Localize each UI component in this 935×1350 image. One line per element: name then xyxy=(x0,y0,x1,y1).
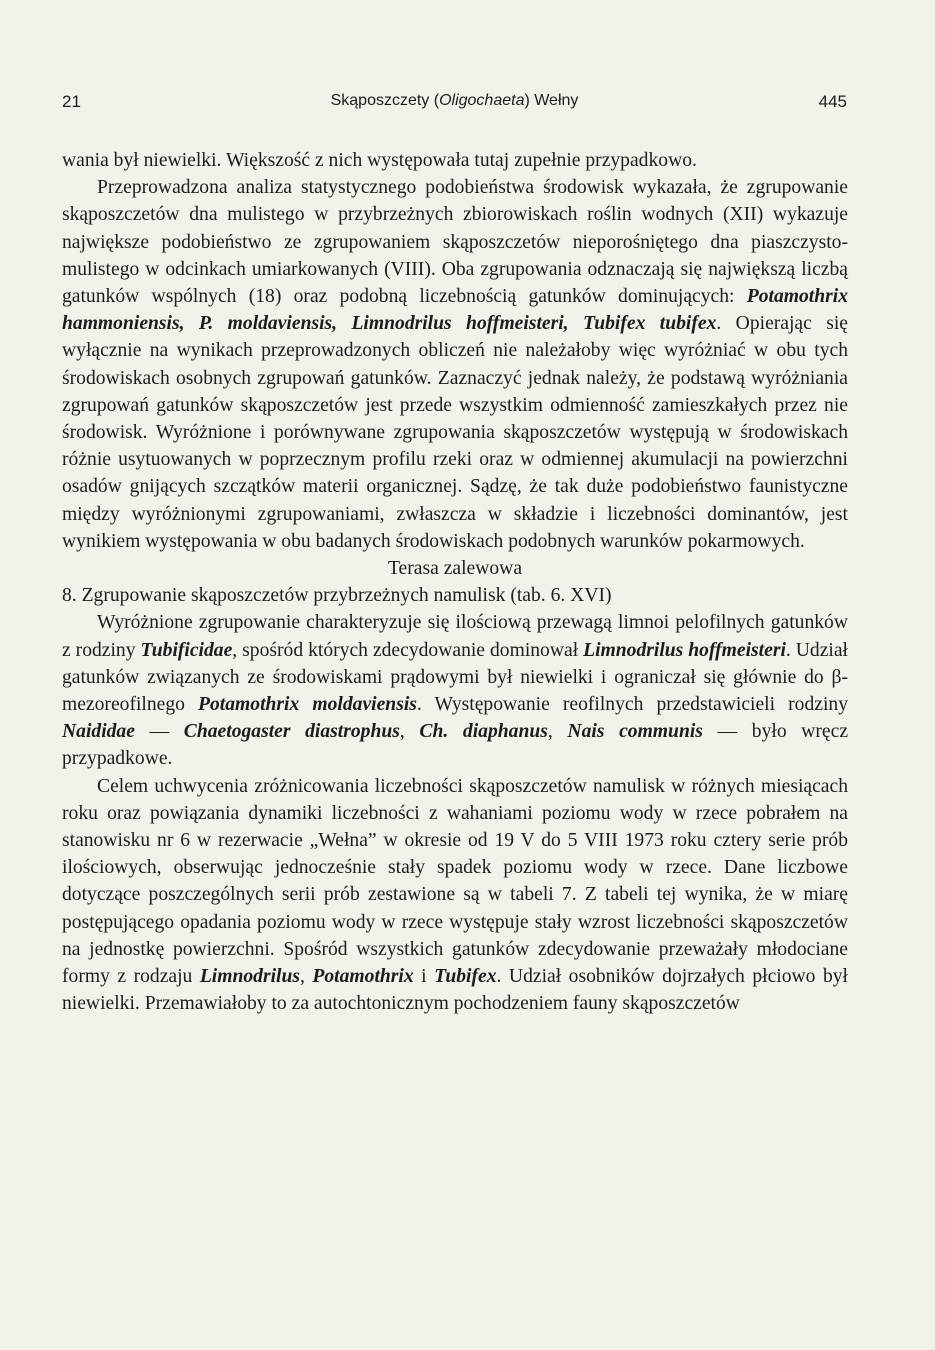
text-run: , xyxy=(399,721,420,743)
paragraph-continuation: wania był niewielki. Większość z nich występowała tutaj zupełnie przypadkowo. xyxy=(62,150,697,171)
running-title-prefix: Skąposzczety ( xyxy=(330,92,440,109)
section-title: Terasa zalewowa xyxy=(387,558,523,580)
body-text xyxy=(62,147,848,1018)
species-name: Nais communis xyxy=(567,721,703,743)
species-name: Potamothrix hammoniensis, P. moldaviensis, Limnodrilus hoffmeisteri, Tubifex tubifex xyxy=(62,286,848,335)
running-title xyxy=(62,92,847,110)
text-run: Celem uchwycenia zróżnicowania liczebności skąposzczetów namulisk w różnych miesiącach roku oraz powiązania dynamiki liczebności z wahaniami poziomu wody w rzece pobrałem na stanowisku nr 6 w rezerwacie „Wełna” w okresie od 19 V do 5 VIII 1973 roku cztery serie prób ilościowych, obserwując jednocześnie stały spadek poziomu wody w rzece. Dane liczbowe dotyczące poszczególnych serii prób zestawione są w tabeli 7. Z tabeli tej wynika, że w miarę postępującego opadania poziomu wody w rzece występuje stały wzrost liczebności skąposzczetów na jednostkę powierzchni. Spośród wszystkich gatunków zdecydowanie przeważały młodociane formy z rodzaju xyxy=(62,775,848,988)
text-run: — xyxy=(134,721,184,743)
text-run: . Występowanie reofilnych przedstawicieli rodziny xyxy=(416,694,848,716)
running-title-suffix: ) Wełny xyxy=(524,92,579,109)
text-run: . Udział osobników dojrzałych płciowo był niewielki. Przemawiałoby to za autochtonicznym pochodzeniem fauny skąposzczetów xyxy=(62,966,848,1015)
subsection-title: 8. Zgrupowanie skąposzczetów przybrzeżnych namulisk (tab. 6. XVI) xyxy=(62,585,612,607)
running-title-taxon: Oligochaeta xyxy=(439,92,525,109)
text-run: i xyxy=(413,966,435,988)
text-run: Wyróżnione zgrupowanie charakteryzuje się ilościową przewagą limnoi pelofilnych gatunków z rodziny xyxy=(62,612,848,661)
species-name: Potamothrix moldaviensis xyxy=(198,694,417,716)
chapter-number: 21 xyxy=(62,92,81,111)
genus-name: Potamothrix xyxy=(312,966,414,988)
species-name: Ch. diaphanus xyxy=(419,721,548,743)
text-run: Przeprowadzona analiza statystycznego podobieństwa środowisk wykazała, że zgrupowanie skąposzczetów dna mulistego w przybrzeżnych zbiorowiskach roślin wodnych (XII) wykazuje największe podobieństwo ze zgrupowaniem skąposzczetów nieporośniętego dna piaszczysto-mulistego w odcinkach umiarkowanych (VIII). Oba zgrupowania odznaczają się największą liczbą gatunków wspólnych (18) oraz podobną liczebnością gatunków dominujących: xyxy=(62,177,848,308)
species-name: Chaetogaster diastrophus xyxy=(183,721,400,743)
paragraph-similarity-analysis xyxy=(62,174,848,555)
text-run: . Opierając się wyłącznie na wynikach przeprowadzonych obliczeń nie należałoby więc wyróżniać w obu tych środowiskach osobnych zgrupowań gatunków. Zaznaczyć jednak należy, że podstawą wyróżniania zgrupowań gatunków skąposzczetów jest przede wszystkim odmienność zamieszkałych przez nie środowisk. Wyróżnione i porównywane zgrupowania skąposzczetów występują w środowiskach różnie usytuowanych w poprzecznym profilu rzeki oraz w odmiennej akumulacji na powierzchni osadów gnijących szczątków materii organicznej. Sądzę, że tak duże podobieństwo faunistyczne między wyróżnionymi zgrupowaniami, zwłaszcza w składzie i liczebności dominantów, jest wynikiem występowania w obu badanych środowiskach podobnych warunków pokarmowych. xyxy=(62,313,849,552)
taxon-name: Tubificidae xyxy=(140,639,233,661)
text-run: , spośród których zdecydowanie dominował xyxy=(232,639,584,661)
genus-name: Tubifex xyxy=(434,966,497,988)
text-run: , xyxy=(300,966,313,988)
text-run: . Udział gatunków związanych ze środowiskami prądowymi był niewielki i ograniczał się głównie do β-mezoreofilnego xyxy=(62,639,848,716)
page-number: 445 xyxy=(818,92,847,111)
text-run: — było wręcz przypadkowe. xyxy=(62,721,849,770)
text-run: , xyxy=(547,721,568,743)
taxon-name: Naididae xyxy=(62,721,135,743)
running-header xyxy=(62,92,847,116)
paragraph-sampling xyxy=(62,773,848,1018)
paragraph-assemblage xyxy=(62,609,848,772)
genus-name: Limnodrilus xyxy=(199,966,301,988)
species-name: Limnodrilus hoffmeisteri xyxy=(583,639,786,661)
